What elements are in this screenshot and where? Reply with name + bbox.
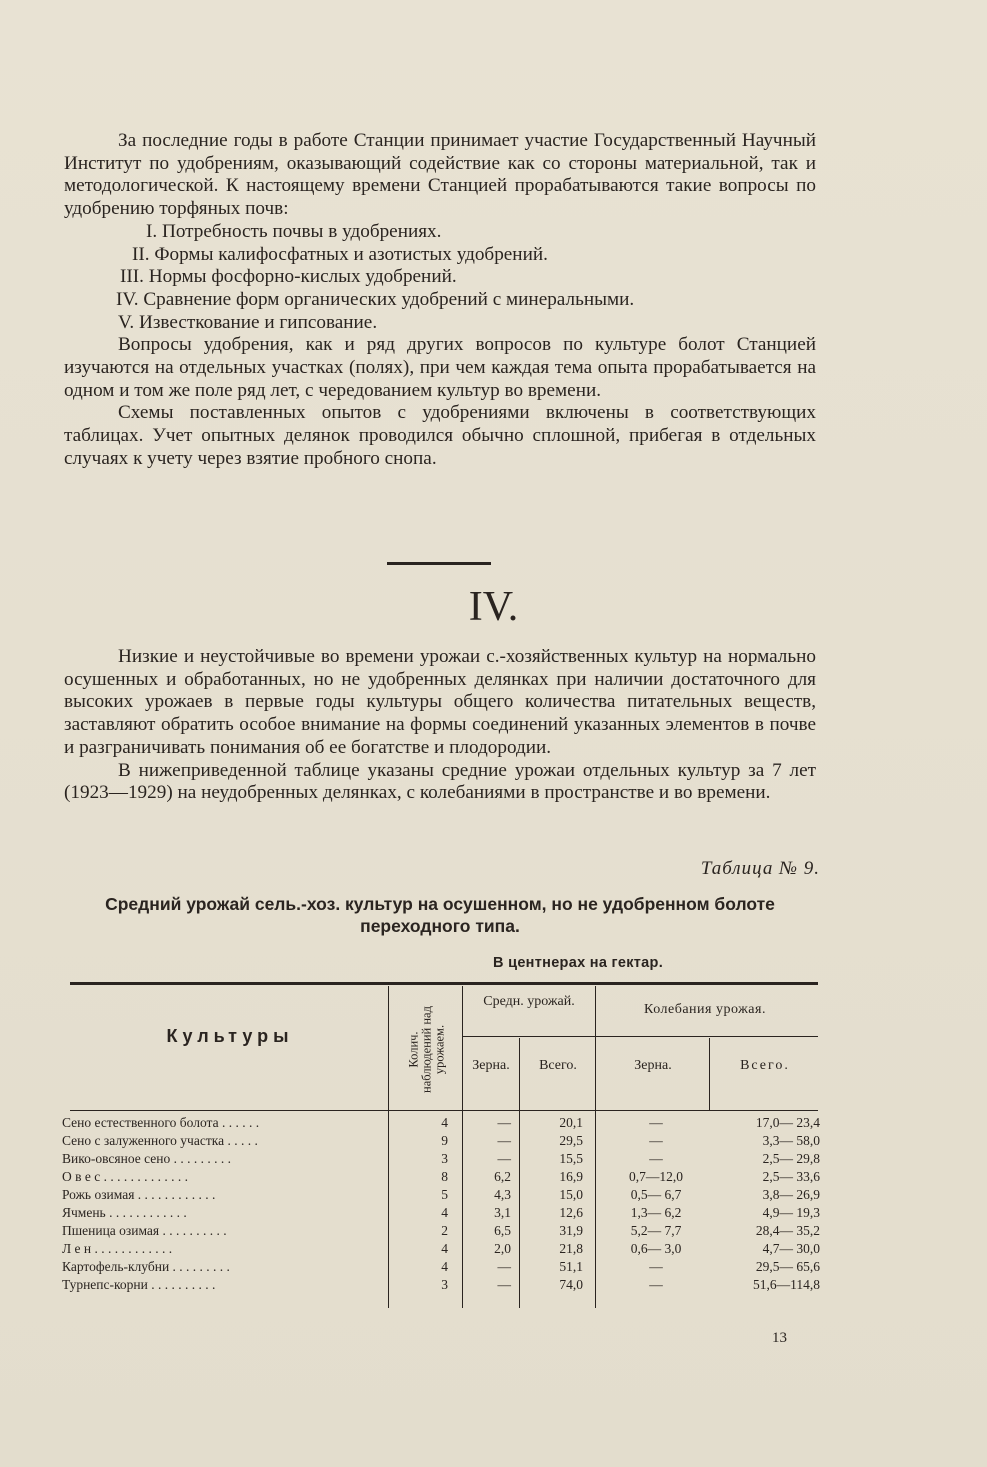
list-item-5: V. Известкование и гипсование.: [118, 311, 378, 333]
row-crop: Сено естественного болота . . . . . .: [62, 1115, 260, 1130]
row-grain: 6,5: [494, 1223, 511, 1238]
row-range-grain: —: [649, 1151, 663, 1166]
row-range-total: 3,8— 26,9: [762, 1187, 820, 1202]
subheader-rule: [462, 1036, 818, 1037]
row-grain: —: [497, 1133, 511, 1148]
table-top-rule: [70, 982, 818, 985]
row-range-total: 17,0— 23,4: [755, 1115, 820, 1130]
intro-paragraph-3: Схемы поставленных опытов с удобрениями включены в соответствующих таблицах. Учет опытных делянок проводился обычно сплошной, прибегая в отдельных случаях к учету через взятие пробного снопа.: [64, 402, 816, 469]
row-obs: 4: [441, 1115, 448, 1130]
row-total: 15,5: [559, 1151, 583, 1166]
row-obs: 4: [441, 1241, 448, 1256]
row-crop: Вико-овсяное сено . . . . . . . . .: [62, 1151, 231, 1166]
list-item-2: II. Формы калифосфатных и азотистых удобрений.: [132, 243, 548, 265]
header-observations: Колич. наблюдений над урожаем.: [406, 1006, 447, 1093]
row-total: 20,1: [559, 1115, 583, 1130]
list-item-4: IV. Сравнение форм органических удобрений с минеральными.: [116, 288, 635, 310]
table-row: [62, 1186, 820, 1204]
row-total: 74,0: [559, 1277, 583, 1292]
header-range-total: Всего.: [740, 1058, 790, 1073]
table-row: [62, 1258, 820, 1276]
col-divider: [709, 1038, 710, 1110]
yield-table: [62, 982, 820, 1312]
row-range-total: 2,5— 29,8: [762, 1151, 820, 1166]
table-units: В центнерах на гектар.: [493, 955, 664, 971]
row-obs: 8: [441, 1169, 448, 1184]
intro-paragraph-2: Вопросы удобрения, как и ряд других вопросов по культуре болот Станцией изучаются на отдельных участках (полях), при чем каждая тема опыта прорабатывается на одном и том же поле ряд лет, с чередованием культур во времени.: [64, 334, 816, 401]
header-range: Колебания урожая.: [644, 1002, 766, 1017]
row-crop: Ячмень . . . . . . . . . . . .: [62, 1205, 187, 1220]
header-grain: Зерна.: [472, 1058, 510, 1073]
row-obs: 3: [441, 1277, 448, 1292]
table-row: [62, 1276, 820, 1294]
row-grain: 2,0: [494, 1241, 511, 1256]
row-obs: 5: [441, 1187, 448, 1202]
table-row: [62, 1222, 820, 1240]
section-divider: [387, 562, 491, 565]
section-paragraph-2: В нижеприведенной таблице указаны средние урожаи отдельных культур за 7 лет (1923—1929) на неудобренных делянках, с колебаниями в пространстве и во времени.: [64, 759, 816, 804]
row-crop: Картофель-клубни . . . . . . . . .: [62, 1259, 230, 1274]
intro-section: [64, 130, 816, 471]
table-reference: Таблица № 9.: [700, 858, 820, 879]
row-grain: 4,3: [494, 1187, 511, 1202]
list-item-1: I. Потребность почвы в удобрениях.: [146, 220, 442, 242]
row-obs: 4: [441, 1205, 448, 1220]
row-grain: 3,1: [494, 1205, 511, 1220]
row-total: 15,0: [559, 1187, 583, 1202]
row-range-total: 28,4— 35,2: [755, 1223, 820, 1238]
row-range-grain: 0,7—12,0: [629, 1169, 683, 1184]
table-row: [62, 1132, 820, 1150]
row-obs: 2: [441, 1223, 448, 1238]
row-grain: —: [497, 1115, 511, 1130]
table-title: Средний урожай сель.-хоз. культур на осушенном, но не удобренном болоте переходного типа.: [105, 894, 775, 936]
row-grain: 6,2: [494, 1169, 511, 1184]
table-row: [62, 1114, 820, 1132]
row-obs: 9: [441, 1133, 448, 1148]
row-range-grain: 0,5— 6,7: [630, 1187, 682, 1202]
row-grain: —: [497, 1151, 511, 1166]
row-obs: 4: [441, 1259, 448, 1274]
row-range-grain: —: [649, 1277, 663, 1292]
row-crop: Сено с залуженного участка . . . . .: [62, 1133, 258, 1148]
row-grain: —: [497, 1259, 511, 1274]
header-culture: Культуры: [166, 1026, 294, 1046]
row-range-grain: —: [649, 1133, 663, 1148]
row-crop: О в е с . . . . . . . . . . . . .: [62, 1169, 188, 1184]
row-crop: Турнепс-корни . . . . . . . . . .: [62, 1277, 216, 1292]
row-total: 51,1: [559, 1259, 583, 1274]
row-range-grain: 0,6— 3,0: [630, 1241, 682, 1256]
section-paragraph-1: Низкие и неустойчивые во времени урожаи с.-хозяйственных культур на нормально осушенных и обработанных, но не удобренных делянках при наличии достаточного для высоких урожаев в первые годы культуры общего количества питательных веществ, заставляют обратить особое внимание на формы соединений указанных элементов в почве и разграничивать понимания об ее богатстве и плодородии.: [64, 646, 816, 758]
row-crop: Рожь озимая . . . . . . . . . . . .: [62, 1187, 216, 1202]
header-average: Средн. урожай.: [483, 994, 575, 1009]
table-row: [62, 1240, 820, 1258]
section-number: IV.: [468, 584, 519, 630]
row-crop: Пшеница озимая . . . . . . . . . .: [62, 1223, 227, 1238]
row-range-total: 51,6—114,8: [753, 1277, 820, 1292]
table-row: [62, 1150, 820, 1168]
row-range-total: 3,3— 58,0: [762, 1133, 820, 1148]
list-item-3: III. Нормы фосфорно-кислых удобрений.: [120, 266, 457, 288]
table-header-rule: [70, 1110, 818, 1111]
row-crop: Л е н . . . . . . . . . . . .: [62, 1241, 173, 1256]
row-total: 29,5: [559, 1133, 583, 1148]
row-grain: —: [497, 1277, 511, 1292]
row-total: 21,8: [559, 1241, 583, 1256]
row-range-grain: —: [649, 1115, 663, 1130]
row-total: 16,9: [559, 1169, 583, 1184]
row-range-total: 4,7— 30,0: [762, 1241, 820, 1256]
row-range-total: 29,5— 65,6: [755, 1259, 820, 1274]
row-range-total: 2,5— 33,6: [762, 1169, 820, 1184]
table-row: [62, 1204, 820, 1222]
row-obs: 3: [441, 1151, 448, 1166]
section-4-body: [64, 646, 816, 805]
intro-paragraph-1: За последние годы в работе Станции принимает участие Государственный Научный Институт по удобрениям, оказывающий содействие как со стороны материальной, так и методологической. К настоящему времени Станцией прорабатываются такие вопросы по удобрению торфяных почв:: [64, 130, 816, 220]
row-range-grain: 5,2— 7,7: [630, 1223, 682, 1238]
row-range-total: 4,9— 19,3: [762, 1205, 820, 1220]
row-range-grain: 1,3— 6,2: [630, 1205, 682, 1220]
row-total: 31,9: [559, 1223, 583, 1238]
table-row: [62, 1168, 820, 1186]
header-total: Всего.: [539, 1058, 577, 1073]
row-total: 12,6: [559, 1205, 583, 1220]
row-range-grain: —: [649, 1259, 663, 1274]
header-range-grain: Зерна.: [634, 1058, 672, 1073]
page-number: 13: [772, 1330, 787, 1346]
